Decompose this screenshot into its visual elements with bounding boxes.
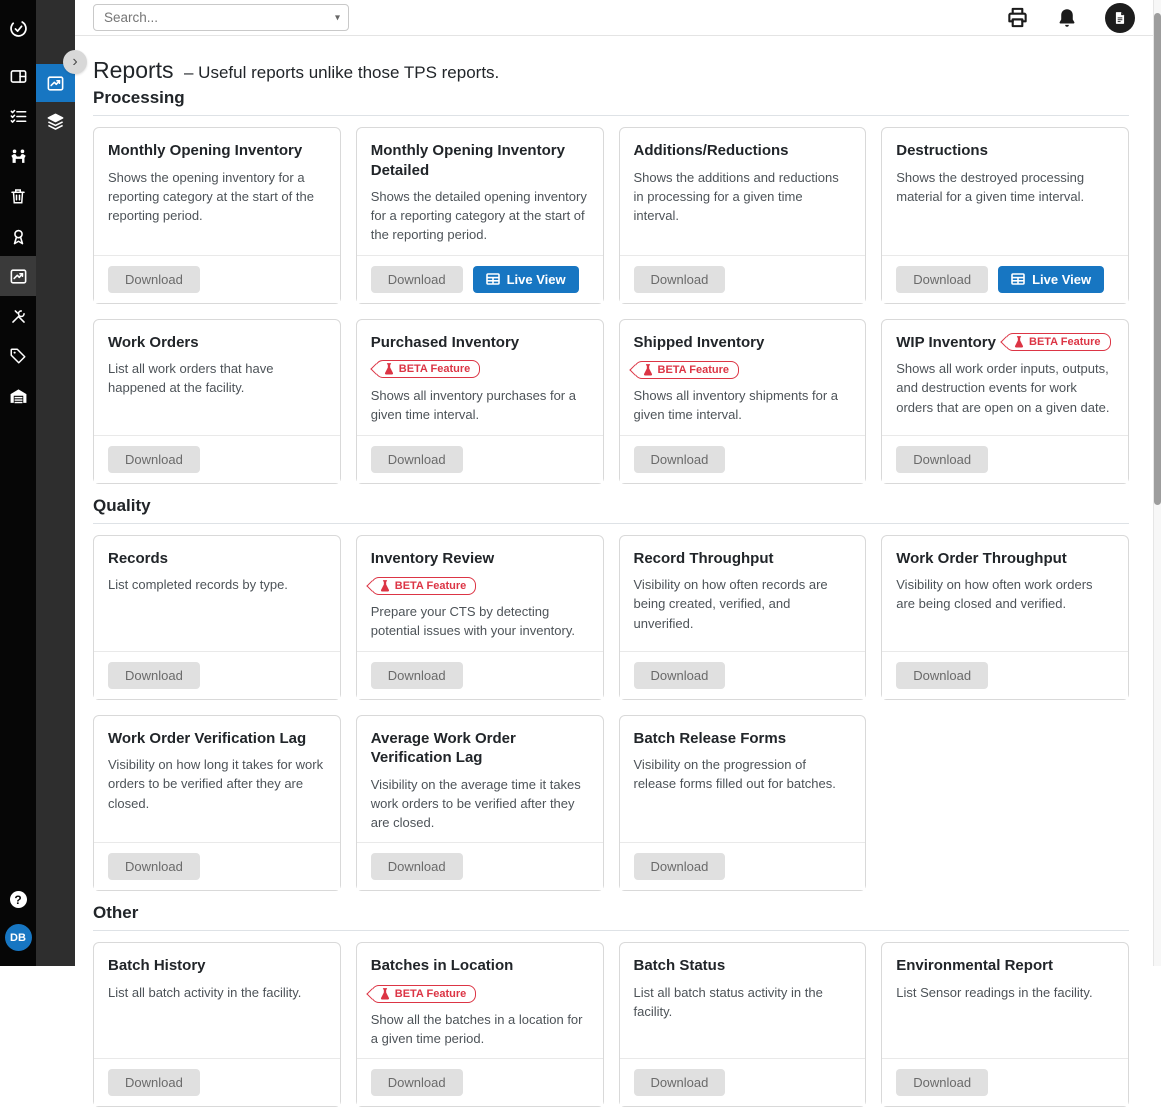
flask-icon — [643, 364, 653, 376]
download-button[interactable]: Download — [371, 853, 463, 880]
sidebar-item-destroy[interactable] — [0, 176, 36, 216]
card-footer — [882, 651, 1128, 699]
card-title-row — [896, 333, 1114, 353]
help-button[interactable] — [10, 891, 27, 908]
card-footer — [357, 842, 603, 890]
sidebar-item-logo[interactable] — [0, 0, 36, 56]
sidebar-item-facility[interactable] — [0, 376, 36, 416]
card-body — [94, 716, 340, 843]
card-body — [620, 128, 866, 255]
chart-icon — [46, 74, 65, 93]
card-description: Visibility on the progression of release forms filled out for batches. — [633, 757, 836, 792]
report-card-work-orders — [93, 319, 341, 484]
card-title: Destructions — [896, 142, 988, 159]
card-title: Environmental Report — [896, 957, 1053, 975]
card-footer — [357, 1058, 603, 1106]
card-title: Records — [108, 549, 169, 567]
section-heading: Quality — [93, 496, 1129, 524]
download-button[interactable]: Download — [896, 662, 988, 689]
card-description: Visibility on how often records are being created, verified, and unverified. — [633, 577, 828, 631]
sidebar-item-settings-tools[interactable] — [0, 296, 36, 336]
card-description: Shows the detailed opening inventory for a reporting category at the start of the reporting period. — [370, 189, 587, 243]
trash-icon — [9, 187, 27, 205]
card-title: Additions/Reductions — [633, 142, 789, 159]
sidebar-item-quality[interactable] — [0, 216, 36, 256]
card-grid — [93, 127, 1129, 484]
download-button[interactable]: Download — [634, 446, 726, 473]
report-card-batch-history — [93, 942, 341, 1107]
card-title-row — [634, 729, 852, 749]
award-icon — [9, 227, 28, 246]
bell-icon — [1056, 7, 1078, 29]
sidebar-item-dashboard[interactable] — [0, 56, 36, 96]
card-body — [882, 943, 1128, 1058]
report-card-environmental-report — [881, 942, 1129, 1107]
report-card-monthly-opening-inventory — [93, 127, 341, 304]
beta-feature-badge — [371, 985, 477, 1003]
download-button[interactable]: Download — [108, 853, 200, 880]
card-description: Shows all work order inputs, outputs, and destruction events for work orders that are open on a given date. — [896, 361, 1110, 415]
card-body — [94, 128, 340, 255]
card-body — [882, 320, 1128, 435]
card-body — [357, 536, 603, 651]
gauge-logo-icon — [8, 18, 29, 39]
top-bar — [75, 0, 1153, 36]
card-description: Shows the opening inventory for a reporting category at the start of the reporting period. — [108, 169, 314, 223]
card-grid — [93, 535, 1129, 892]
flask-icon — [384, 363, 394, 375]
card-description: List all work orders that have happened at the facility. — [108, 361, 274, 396]
section-quality — [93, 496, 1129, 892]
checklist-icon — [9, 107, 28, 126]
report-card-batch-release-forms — [619, 715, 867, 892]
card-title: Purchased Inventory — [370, 333, 520, 351]
team-icon — [9, 147, 28, 166]
card-footer — [94, 435, 340, 483]
report-card-shipped-inventory — [619, 319, 867, 484]
card-body — [620, 943, 866, 1058]
card-title-row — [634, 956, 852, 976]
card-title-row — [108, 729, 326, 749]
print-button[interactable] — [1006, 6, 1029, 29]
card-body — [620, 536, 866, 651]
card-title-row — [371, 729, 589, 768]
beta-feature-badge — [371, 577, 477, 595]
download-button[interactable]: Download — [634, 1069, 726, 1096]
live-view-button[interactable] — [998, 266, 1104, 293]
sidebar-item-tags[interactable] — [0, 336, 36, 376]
card-footer — [357, 651, 603, 699]
live-view-button[interactable] — [473, 266, 579, 293]
main-area — [75, 0, 1153, 1091]
sidebar-item-reports[interactable] — [0, 256, 36, 296]
card-title-row — [634, 333, 852, 380]
report-card-batch-status — [619, 942, 867, 1107]
rail-item-layers[interactable] — [36, 102, 75, 140]
report-card-record-throughput — [619, 535, 867, 700]
layout-icon — [9, 67, 28, 86]
card-title: Average Work Order Verification Lag — [370, 729, 516, 767]
card-footer — [357, 255, 603, 303]
download-button[interactable]: Download — [896, 266, 988, 293]
sidebar-item-team[interactable] — [0, 136, 36, 176]
page-title-row — [93, 57, 1129, 84]
section-heading: Other — [93, 903, 1129, 931]
search-combobox — [93, 4, 349, 31]
chevron-down-icon: ▾ — [334, 12, 340, 23]
sidebar-bottom — [5, 891, 32, 966]
download-button[interactable]: Download — [108, 446, 200, 473]
warehouse-icon — [9, 387, 28, 406]
report-card-wip-inventory — [881, 319, 1129, 484]
section-heading: Processing — [93, 88, 1129, 116]
download-button[interactable]: Download — [371, 446, 463, 473]
card-title-row — [371, 333, 589, 353]
card-body — [620, 716, 866, 843]
card-description: List Sensor readings in the facility. — [896, 984, 1093, 1000]
top-icons — [1006, 3, 1135, 33]
card-title: Work Order Throughput — [896, 549, 1067, 567]
card-description: Shows the additions and reductions in processing for a given time interval. — [633, 169, 839, 223]
page-content — [75, 36, 1153, 1107]
report-card-monthly-opening-inventory-detailed — [356, 127, 604, 304]
card-body — [94, 536, 340, 651]
card-footer — [620, 651, 866, 699]
beta-badge-label: BETA Feature — [394, 987, 467, 1000]
report-card-records — [93, 535, 341, 700]
card-description: Shows all inventory shipments for a given time interval. — [633, 388, 838, 423]
card-title: Inventory Review — [370, 549, 495, 567]
flask-icon — [1014, 336, 1024, 348]
download-button[interactable]: Download — [634, 662, 726, 689]
beta-feature-badge — [375, 360, 481, 378]
card-footer — [882, 435, 1128, 483]
card-title-row — [634, 141, 852, 161]
avatar-initials: DB — [10, 931, 26, 944]
user-avatar[interactable] — [5, 924, 32, 951]
flask-icon — [380, 580, 390, 592]
card-title-row — [371, 956, 589, 1003]
download-button[interactable]: Download — [108, 662, 200, 689]
sidebar-expand-button[interactable] — [63, 50, 87, 74]
download-button[interactable]: Download — [371, 662, 463, 689]
card-title-row — [371, 549, 589, 596]
card-title: Monthly Opening Inventory Detailed — [370, 142, 565, 179]
documents-button[interactable] — [1105, 3, 1135, 33]
beta-badge-label: BETA Feature — [394, 580, 467, 593]
download-button[interactable]: Download — [108, 1069, 200, 1096]
printer-icon — [1006, 6, 1029, 29]
beta-feature-badge — [1005, 333, 1111, 351]
card-title: Batches in Location — [370, 957, 514, 975]
card-title: Batch History — [108, 957, 206, 975]
live-view-label: Live View — [1032, 271, 1092, 287]
card-title-row — [108, 956, 326, 976]
download-button[interactable]: Download — [634, 853, 726, 880]
card-body — [620, 320, 866, 435]
card-title-row — [634, 549, 852, 569]
document-icon — [1113, 11, 1127, 25]
card-footer — [882, 1058, 1128, 1106]
card-title: Batch Release Forms — [633, 729, 787, 747]
card-description: Shows all inventory purchases for a given time interval. — [370, 388, 576, 423]
card-footer — [620, 842, 866, 890]
vertical-scrollbar[interactable] — [1153, 0, 1161, 966]
card-body — [882, 536, 1128, 651]
card-footer — [357, 435, 603, 483]
card-title: Batch Status — [633, 957, 726, 975]
chevron-right-icon: › — [72, 53, 78, 70]
card-footer — [882, 255, 1128, 303]
card-title: Work Order Verification Lag — [108, 729, 307, 747]
beta-badge-label: BETA Feature — [398, 363, 471, 376]
sidebar-item-tasks[interactable] — [0, 96, 36, 136]
card-description: Show all the batches in a location for a given time period. — [370, 1011, 583, 1047]
tools-icon — [9, 307, 28, 326]
card-description: Visibility on how often work orders are being closed and verified. — [896, 577, 1093, 612]
card-footer — [94, 651, 340, 699]
secondary-rail — [36, 0, 78, 966]
card-title: Work Orders — [108, 333, 199, 351]
card-grid — [93, 942, 1129, 1107]
card-title-row — [108, 141, 326, 161]
card-footer — [620, 255, 866, 303]
card-title-row — [896, 956, 1114, 976]
download-button[interactable]: Download — [634, 266, 726, 293]
search-input[interactable] — [93, 4, 349, 31]
card-title: Record Throughput — [633, 549, 774, 567]
report-card-average-work-order-verification-lag — [356, 715, 604, 892]
page-title: Reports — [93, 57, 174, 83]
download-button[interactable]: Download — [108, 266, 200, 293]
chart-icon — [9, 267, 28, 286]
beta-feature-badge — [634, 361, 740, 379]
download-button[interactable]: Download — [896, 1069, 988, 1096]
flask-icon — [380, 988, 390, 1000]
card-body — [94, 320, 340, 435]
table-icon — [1011, 273, 1025, 285]
card-body — [357, 128, 603, 255]
section-other — [93, 903, 1129, 1107]
question-icon: ? — [14, 892, 22, 907]
card-body — [882, 128, 1128, 255]
card-body — [357, 943, 603, 1058]
report-card-work-order-verification-lag — [93, 715, 341, 892]
notifications-button[interactable] — [1056, 7, 1078, 29]
card-body — [94, 943, 340, 1058]
card-title-row — [108, 549, 326, 569]
report-sections — [93, 88, 1129, 1107]
download-button[interactable]: Download — [371, 266, 463, 293]
card-footer — [94, 1058, 340, 1106]
card-description: List all batch activity in the facility. — [108, 984, 302, 1000]
scrollbar-thumb[interactable] — [1154, 13, 1161, 505]
card-footer — [94, 842, 340, 890]
card-body — [357, 320, 603, 435]
page-subtitle: – Useful reports unlike those TPS reports. — [184, 63, 500, 82]
card-description: Visibility on how long it takes for work orders to be verified after they are closed. — [108, 757, 324, 811]
card-description: List completed records by type. — [108, 577, 288, 593]
report-card-destructions — [881, 127, 1129, 304]
card-title-row — [371, 141, 589, 180]
card-body — [357, 716, 603, 843]
primary-sidebar — [0, 0, 36, 966]
card-footer — [620, 435, 866, 483]
beta-badge-label: BETA Feature — [1029, 336, 1101, 349]
card-title: Monthly Opening Inventory — [108, 142, 303, 159]
card-title-row — [108, 333, 326, 353]
report-card-batches-in-location — [356, 942, 604, 1107]
download-button[interactable]: Download — [896, 446, 988, 473]
report-card-work-order-throughput — [881, 535, 1129, 700]
report-card-inventory-review — [356, 535, 604, 700]
card-description: Shows the destroyed processing material for a given time interval. — [896, 169, 1085, 204]
card-footer — [620, 1058, 866, 1106]
layers-icon — [46, 112, 65, 131]
card-title-row — [896, 141, 1114, 161]
report-card-additions-reductions — [619, 127, 867, 304]
card-footer — [94, 255, 340, 303]
live-view-label: Live View — [506, 271, 566, 287]
card-title: Shipped Inventory — [633, 333, 765, 351]
section-processing — [93, 88, 1129, 484]
tag-icon — [9, 347, 27, 365]
card-description: Prepare your CTS by detecting potential issues with your inventory. — [370, 604, 575, 639]
card-title: WIP Inventory — [896, 333, 996, 351]
report-card-purchased-inventory — [356, 319, 604, 484]
card-description: Visibility on the average time it takes work orders to be verified after they are closed. — [370, 776, 581, 831]
beta-badge-label: BETA Feature — [657, 364, 730, 377]
card-description: List all batch status activity in the facility. — [633, 984, 823, 1020]
table-icon — [486, 273, 500, 285]
card-title-row — [896, 549, 1114, 569]
download-button[interactable]: Download — [371, 1069, 463, 1096]
